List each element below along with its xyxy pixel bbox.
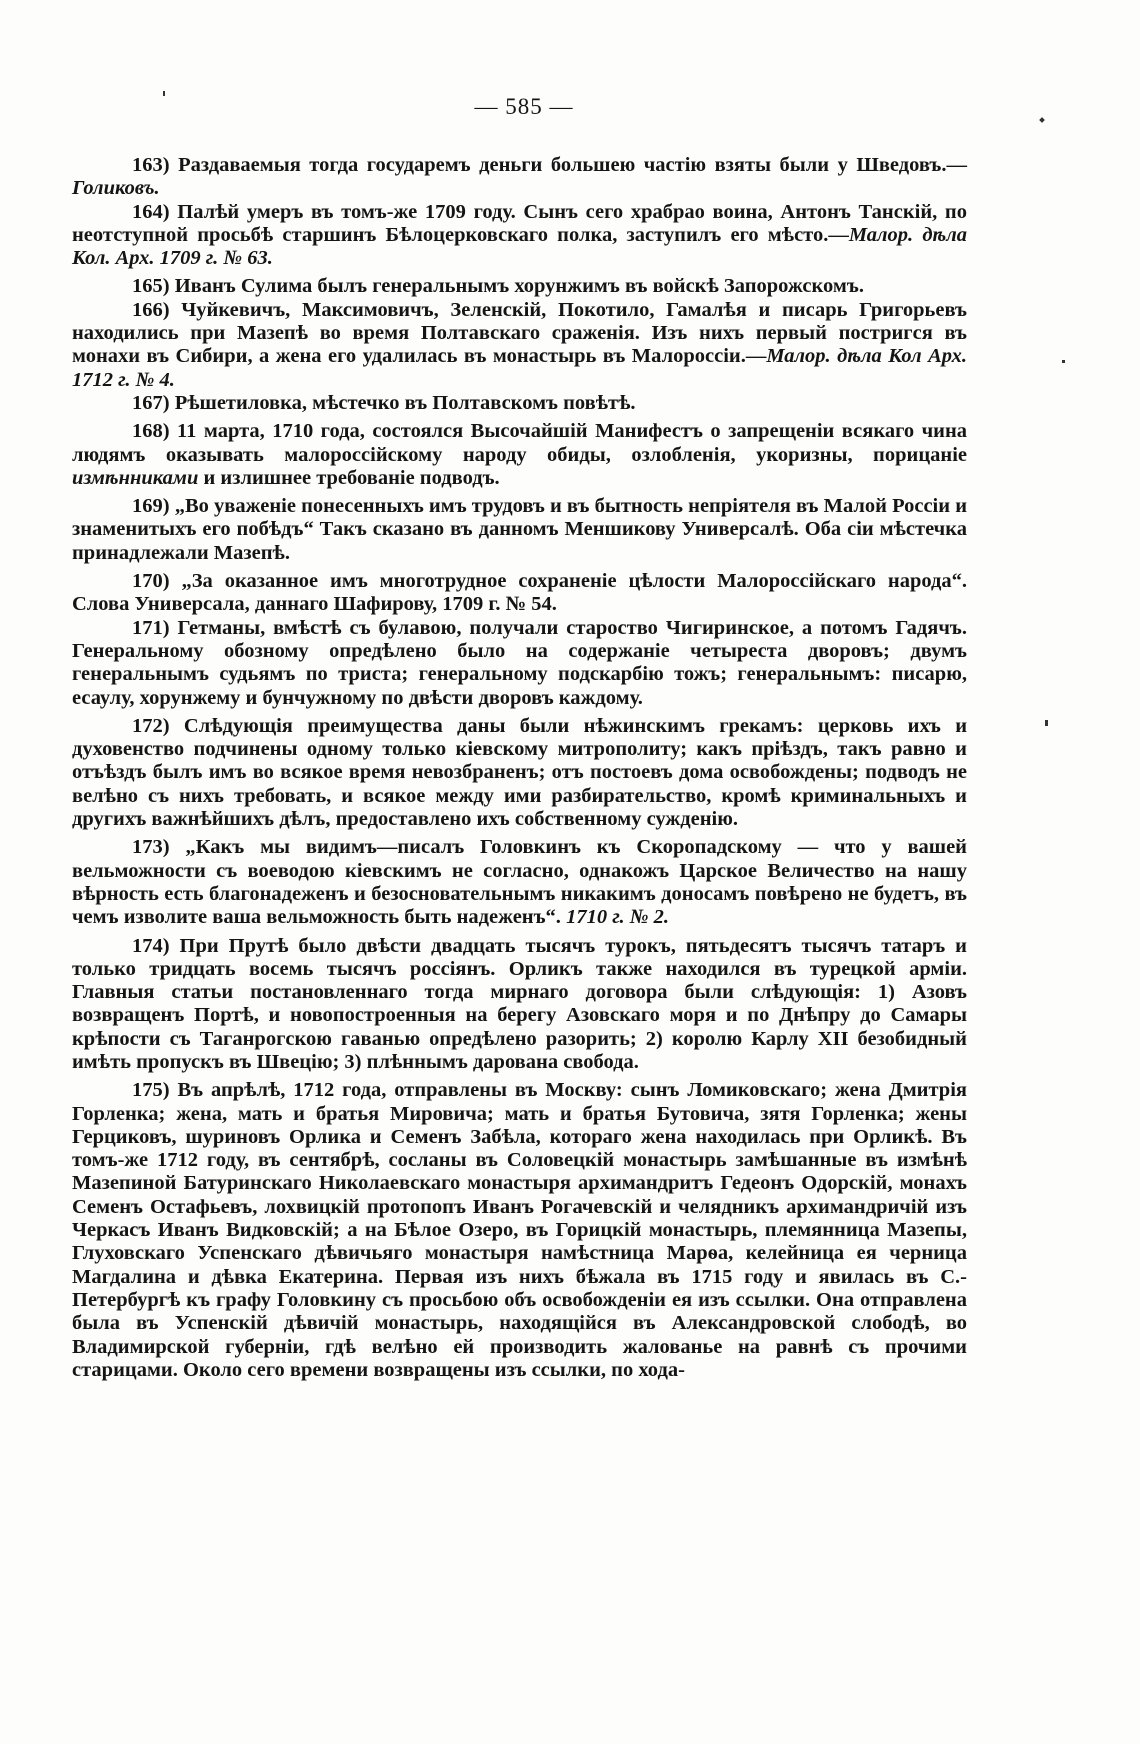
footnote-166: [72, 299, 967, 392]
notes-body: [72, 154, 967, 1382]
footnote-174: [72, 935, 967, 1075]
footnote-text: Палѣй умеръ въ томъ-же 1709 году. Сынъ сего храбрао воина, Антонъ Танскій, по неотступной просьбѣ старшинъ Бѣлоцерковскаго полка, заступилъ его мѣсто.—: [72, 200, 967, 246]
footnote-text: Слѣдующія преимущества даны были нѣжинскимъ грекамъ: церковь ихъ и духовенство подчинены одному только кіевскому митрополиту; какъ пріѣздъ, такъ равно и отъѣздъ былъ имъ во всякое время невозбраненъ; отъ постоевъ дома освобождены; подводъ не велѣно съ нихъ требовать, и всякое между ими разбирательство, кромѣ криминальныхъ и другихъ важнѣйшихъ дѣлъ, предоставлено ихъ собственному сужденію.: [72, 714, 968, 831]
footnote-text: Рѣшетиловка, мѣстечко въ Полтавскомъ повѣтѣ.: [174, 391, 636, 414]
footnote-164: [72, 201, 967, 271]
footnote-171: [72, 617, 967, 710]
footnote-173: [72, 836, 967, 929]
scan-speck: [1045, 720, 1048, 726]
footnote-text: Раздаваемыя тогда государемъ деньги большею частію взяты были у Шведовъ.—: [178, 154, 967, 176]
footnote-169: [72, 495, 967, 565]
footnote-number: 173): [132, 836, 170, 859]
scan-speck: [163, 91, 165, 96]
footnote-text: „Во уваженіе понесенныхъ имъ трудовъ и въ бытность непріятеля въ Малой Россіи и знаменитыхъ его побѣдъ“ Такъ сказано въ данномъ Меншикову Универсалѣ. Оба сіи мѣстечка принадлежали Мазепѣ.: [72, 495, 968, 564]
footnote-text: Въ апрѣлѣ, 1712 года, отправлены въ Москву: сынъ Ломиковскаго; жена Дмитрія Горленка; жена, мать и братья Мировича; мать и братья Бутовича, зятя Горленка; жены Герциковъ, шуриновъ Орлика и Семенъ Забѣла, котораго жена находилась при Орликѣ. Въ томъ-же 1712 году, въ сентябрѣ, сосланы въ Соловецкій монастырь замѣшанные въ измѣнѣ Мазепиной Батуринскаго Николаевскаго монастыря архимандритъ Гедеонъ Одорскій, монахъ Семенъ Остафьевъ, лохвицкій протопопъ Иванъ Рогачевскій и челядникъ архимандричій изъ Черкасъ Иванъ Видковскій; а на Бѣлое Озеро, въ Горицкій монастырь, племянница Мазепы, Глуховскаго Успенскаго дѣвичьяго монастыря намѣстница Марѳа, келейница ея черница Магдалина и дѣвка Екатерина. Первая изъ нихъ бѣжала въ 1715 году и явилась въ С.-Петербургѣ къ графу Головкину съ просьбою объ освобожденіи ея изъ ссылки. Она отправлена была въ Успенскій дѣвичій монастырь, находящійся въ Александровской слободѣ, во Владимирской губерніи, гдѣ велѣно ей производить жалованье на равнѣ съ прочими старицами. Около сего времени возвращены изъ ссылки, по хода-: [72, 1079, 967, 1381]
footnote-text: Гетманы, вмѣстѣ съ булавою, получали староство Чигиринское, а потомъ Гадячъ. Генеральному обозному опредѣлено было на содержаніе четыреста дворовъ; двумъ генеральнымъ судьямъ по триста; генеральному подскарбію тожъ; генеральнымъ: писарю, есаулу, хорунжему и бунчужному по двѣсти дворовъ каждому.: [72, 616, 967, 709]
footnote-number: 172): [132, 714, 170, 737]
footnote-number: 169): [132, 495, 170, 518]
footnote-number: 171): [132, 616, 170, 639]
footnote-number: 166): [132, 298, 170, 321]
footnote-text: При Прутѣ было двѣсти двадцать тысячъ турокъ, пятьдесятъ тысячъ татаръ и только тридцать восемь тысячъ россіянъ. Орликъ также находился въ турецкой арміи. Главныя статьи постановленнаго тогда мирнаго договора были слѣдующія: 1) Азовъ возвращенъ Портѣ, и новопостроенныя на берегу Азовскаго моря и по Днѣпру до Самары крѣпости съ Таганрогскою гаванью опредѣлено разорить; 2) королю Карлу XII безобидный имѣть пропускъ въ Швецію; 3) плѣннымъ дарована свобода.: [72, 934, 967, 1073]
footnote-text: Чуйкевичъ, Максимовичъ, Зеленскій, Покотило, Гамалѣя и писарь Григорьевъ находились при Мазепѣ во время Полтавскаго сраженія. Изъ нихъ первый постригся въ монахи въ Сибири, а жена его удалилась въ монастырь въ Малороссіи.—: [72, 298, 967, 368]
footnote-citation: Малор. дѣла Кол Арх. 1712 г. № 4.: [72, 345, 968, 391]
footnote-text: Иванъ Сулима былъ генеральнымъ хорунжимъ въ войскѣ Запорожскомъ.: [174, 275, 864, 298]
footnote-text: 11 марта, 1710 года, состоялся Высочайшій Манифестъ о запрещеніи всякаго чина людямъ оказывать малороссійскому народу обиды, озлобленія, укоризны, порицаніе: [72, 420, 968, 466]
footnote-175: [72, 1079, 967, 1382]
footnote-167: [72, 392, 967, 415]
footnote-text: „За оказанное имъ многотрудное сохраненіе цѣлости Малороссійскаго народа“. Слова Универсала, даннаго Шафирову, 1709 г. № 54.: [72, 570, 968, 616]
footnote-number: 168): [132, 420, 170, 443]
footnote-text: „Какъ мы видимъ—писалъ Головкинъ къ Скоропадскому — что у вашей вельможности съ воеводою кіевскимъ не согласно, однакожъ Царское Величество на нашу вѣрность есть благонадеженъ и безосновательнымъ никакимъ доносамъ повѣрено не будетъ, въ чемъ изволите вашa вельможность быть надеженъ“.: [72, 836, 967, 929]
footnote-168: [72, 420, 967, 490]
footnote-citation: измѣнниками: [72, 466, 199, 489]
footnote-text-tail: и излишнее требованіе подводъ.: [203, 466, 500, 489]
footnote-citation: Голиковъ.: [72, 177, 160, 200]
scan-speck: [1062, 360, 1065, 363]
footnote-number: 164): [132, 200, 170, 223]
footnote-number: 175): [132, 1079, 170, 1102]
footnote-number: 163): [132, 154, 170, 176]
footnote-citation: 1710 г. № 2.: [566, 906, 669, 929]
page-number: — 585 —: [474, 94, 574, 119]
footnote-number: 174): [132, 934, 170, 957]
footnote-number: 165): [132, 275, 170, 298]
footnote-170: [72, 570, 967, 617]
footnote-165: [72, 275, 967, 298]
footnote-163: [72, 154, 967, 201]
footnote-number: 167): [132, 391, 170, 414]
footnote-citation: Малор. дѣла Кол. Арх. 1709 г. № 63.: [72, 223, 967, 270]
footnote-172: [72, 715, 967, 831]
footnote-number: 170): [132, 570, 170, 593]
